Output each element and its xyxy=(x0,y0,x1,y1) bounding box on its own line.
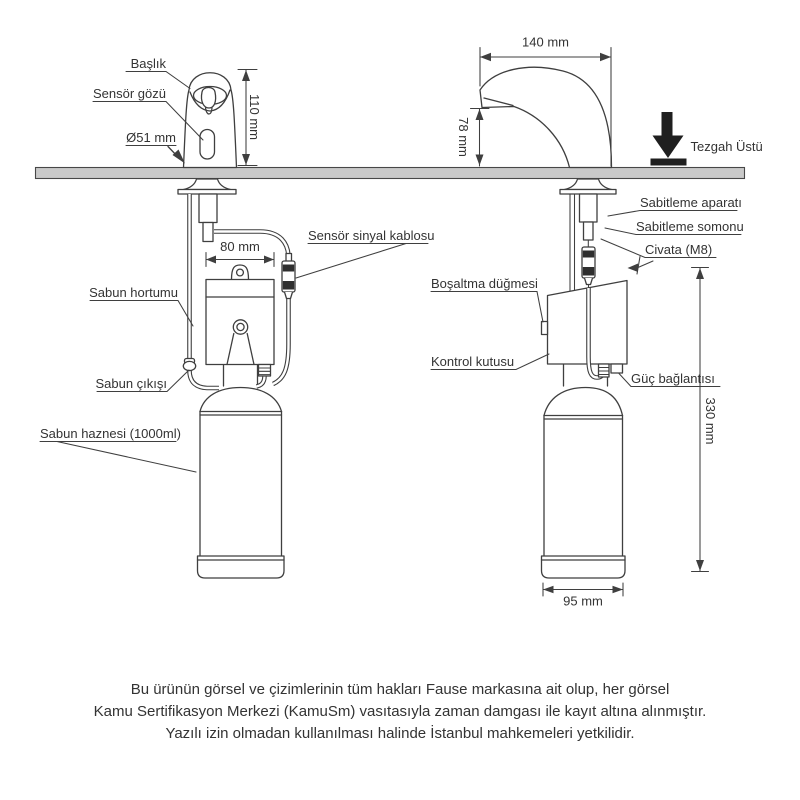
copyright-line-2: Kamu Sertifikasyon Merkezi (KamuSm) vasıtasıyla zaman damgası ile kayıt altına alınmıştır. xyxy=(93,702,707,720)
tezgah-ustu-text: Tezgah Üstü xyxy=(690,139,763,154)
sensor-eye-window xyxy=(200,130,215,160)
left-cable-fitting xyxy=(257,365,271,387)
dim-140-text: 140 mm xyxy=(522,34,569,50)
sabitleme-somonu-text: Sabitleme somonu xyxy=(636,219,744,234)
sabun-haznesi-text: Sabun haznesi (1000ml) xyxy=(40,426,181,441)
counter-arrow-icon xyxy=(662,112,673,136)
baslik-text: Başlık xyxy=(130,56,166,71)
label-sabitleme-somonu xyxy=(605,219,744,235)
label-sabun-haznesi xyxy=(40,426,196,472)
label-sabitleme-aparati xyxy=(608,195,742,216)
faucet-spout xyxy=(480,67,612,167)
label-diameter-51mm xyxy=(126,130,185,164)
right-soap-bottle xyxy=(542,360,626,578)
civata-text: Civata (M8) xyxy=(645,242,713,257)
label-sensor-sinyal-kablosu xyxy=(296,228,434,278)
soap-outlet-valve xyxy=(183,359,195,371)
dim-95-text: 95 mm xyxy=(563,593,603,609)
dim-80-text: 80 mm xyxy=(220,239,260,254)
sensor-kablosu-text: Sensör sinyal kablosu xyxy=(308,228,435,243)
sabun-cikisi-text: Sabun çıkışı xyxy=(95,376,167,391)
diameter-51-text: Ø51 mm xyxy=(126,130,176,145)
left-control-box xyxy=(206,265,274,365)
label-civata-m8 xyxy=(601,239,716,258)
fixing-bolt xyxy=(584,222,594,240)
counter-top-indicator xyxy=(651,112,763,166)
cable-connector xyxy=(282,261,295,299)
dim-110-text: 110 mm xyxy=(247,94,262,140)
guc-baglantisi-text: Güç bağlantısı xyxy=(631,371,715,386)
right-cable-connector xyxy=(582,247,595,293)
label-sabun-cikisi xyxy=(95,370,189,392)
label-bosaltma-dugmesi xyxy=(431,276,543,322)
dim-78-text: 78 mm xyxy=(456,117,471,157)
bosaltma-text: Boşaltma düğmesi xyxy=(431,276,538,291)
dimension-78mm xyxy=(456,109,489,167)
dim-330-text: 330 mm xyxy=(703,397,718,445)
dimension-110mm xyxy=(238,70,262,166)
fixing-apparatus xyxy=(580,194,598,247)
sensor-gozu-text: Sensör gözü xyxy=(93,86,166,101)
sabitleme-aparati-text: Sabitleme aparatı xyxy=(640,195,742,210)
right-control-box xyxy=(542,281,628,374)
kontrol-kutusu-text: Kontrol kutusu xyxy=(431,354,515,369)
right-mounting-flange xyxy=(560,179,616,194)
left-soap-bottle xyxy=(198,365,285,578)
drain-button xyxy=(542,322,548,335)
copyright-line-1: Bu ürünün görsel ve çizimlerinin tüm hakları Fause markasına ait olup, her görsel xyxy=(130,681,670,698)
label-guc-baglantisi xyxy=(619,371,720,387)
dimension-330mm xyxy=(628,257,719,572)
copyright-note xyxy=(0,679,800,744)
label-sabun-hortumu xyxy=(89,285,193,326)
dimension-95mm xyxy=(543,583,623,609)
left-dispenser-head xyxy=(184,73,237,168)
counter-surface xyxy=(36,168,745,179)
power-connector xyxy=(611,364,623,373)
left-mounting-flange xyxy=(178,179,236,194)
label-baslik xyxy=(126,56,190,89)
dimension-80mm xyxy=(206,239,274,267)
copyright-line-3: Yazılı izin olmadan kullanılması halinde İstanbul mahkemeleri yetkilidir. xyxy=(165,724,635,742)
label-kontrol-kutusu xyxy=(431,354,549,370)
left-mounting-shaft xyxy=(199,194,217,242)
sabun-hortumu-text: Sabun hortumu xyxy=(89,285,178,300)
